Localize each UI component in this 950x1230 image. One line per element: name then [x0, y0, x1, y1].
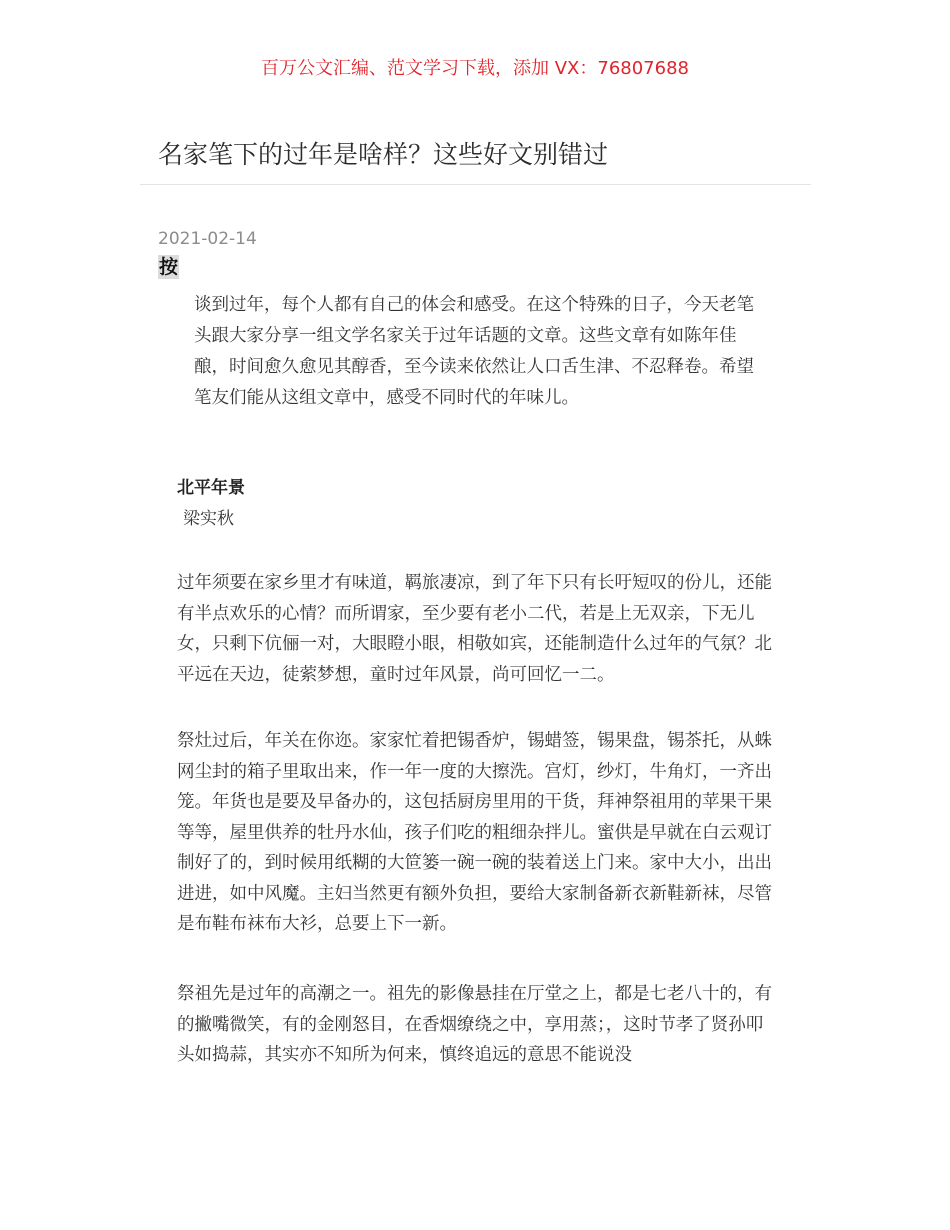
- section-author: 梁实秋: [183, 509, 234, 529]
- title-divider: [140, 184, 811, 185]
- header-banner: 百万公文汇编、范文学习下载，添加 VX：76807688: [261, 58, 689, 79]
- body-paragraph-3: 祭祖先是过年的高潮之一。祖先的影像悬挂在厅堂之上，都是七老八十的，有的撇嘴微笑，有的金刚怒目，在香烟缭绕之中，享用蒸；，这时节孝了贤孙叩头如捣蒜，其实亦不知所为何来，慎终追远的意思不能说没: [177, 984, 772, 1065]
- editor-note-text: 谈到过年，每个人都有自己的体会和感受。在这个特殊的日子，今天老笔头跟大家分享一组文学名家关于过年话题的文章。这些文章有如陈年佳酿，时间愈久愈见其醇香，至今读来依然让人口舌生津、不忍释卷。希望笔友们能从这组文章中，感受不同时代的年味儿。: [194, 295, 754, 408]
- editor-note-label: 按: [159, 256, 179, 278]
- body-paragraph-1: 过年须要在家乡里才有味道，羁旅凄凉，到了年下只有长吁短叹的份儿，还能有半点欢乐的心情？而所谓家，至少要有老小二代，若是上无双亲，下无儿女，只剩下伉俪一对，大眼瞪小眼，相敬如宾，还能制造什么过年的气氛？北平远在天边，徒萦梦想，童时过年风景，尚可回忆一二。: [177, 573, 772, 685]
- publish-date: 2021-02-14: [158, 229, 257, 249]
- body-paragraph-2: 祭灶过后，年关在你迩。家家忙着把锡香炉，锡蜡签，锡果盘，锡茶托，从蛛网尘封的箱子里取出来，作一年一度的大擦洗。宫灯，纱灯，牛角灯，一齐出笼。年货也是要及早备办的，这包括厨房里用的干货，拜神祭祖用的苹果干果等等，屋里供养的牡丹水仙，孩子们吃的粗细杂拌儿。蜜供是早就在白云观订制好了的，到时候用纸糊的大笸篓一碗一碗的装着送上门来。家中大小，出出进进，如中风魔。主妇当然更有额外负担，要给大家制备新衣新鞋新袜，尽管是布鞋布袜布大衫，总要上下一新。: [177, 731, 772, 934]
- article-title: 名家笔下的过年是啥样？这些好文别错过: [158, 140, 609, 169]
- section-title: 北平年景: [177, 478, 245, 498]
